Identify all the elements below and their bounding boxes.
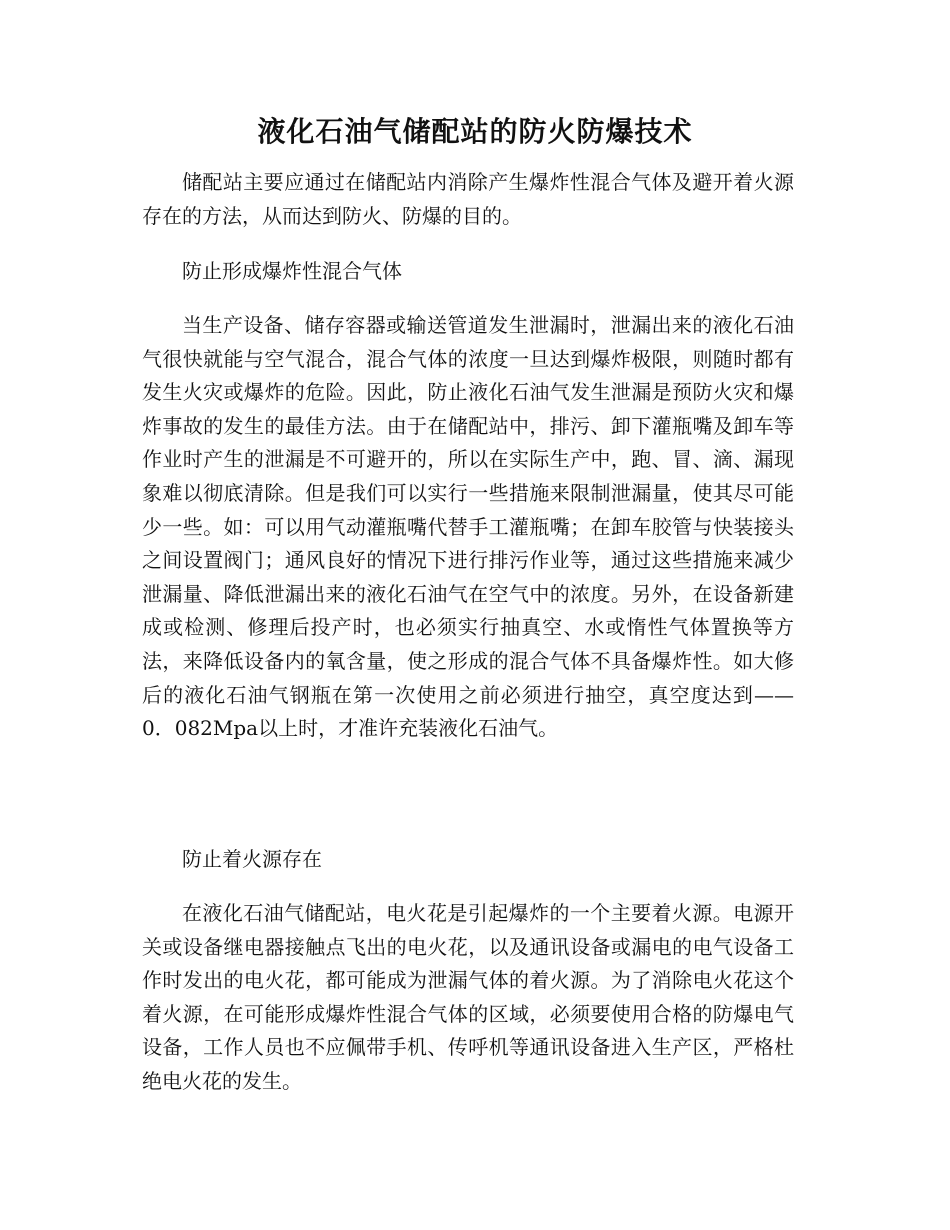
section-heading-prevent-ignition: 防止着火源存在 [182, 847, 322, 871]
body-paragraph-prevent-ignition: 在液化石油气储配站，电火花是引起爆炸的一个主要着火源。电源开关或设备继电器接触点飞出的电火花，以及通讯设备或漏电的电气设备工作时发出的电火花，都可能成为泄漏气体的着火源。为了消除电火花这个着火源，在可能形成爆炸性混合气体的区域，必须要使用合格的防爆电气设备，工作人员也不应佩带手机、传呼机等通讯设备进入生产区，严格杜绝电火花的发生。 [142, 901, 794, 1093]
document-title: 液化石油气储配站的防火防爆技术 [257, 115, 693, 148]
section-heading-prevent-mixture: 防止形成爆炸性混合气体 [182, 259, 402, 283]
intro-paragraph: 储配站主要应通过在储配站内消除产生爆炸性混合气体及避开着火源存在的方法，从而达到防火、防爆的目的。 [142, 170, 794, 228]
body-paragraph-prevent-mixture: 当生产设备、储存容器或输送管道发生泄漏时，泄漏出来的液化石油气很快就能与空气混合，混合气体的浓度一旦达到爆炸极限，则随时都有发生火灾或爆炸的危险。因此，防止液化石油气发生泄漏是预防火灾和爆炸事故的发生的最佳方法。由于在储配站中，排污、卸下灌瓶嘴及卸车等作业时产生的泄漏是不可避开的，所以在实际生产中，跑、冒、滴、漏现象难以彻底清除。但是我们可以实行一些措施来限制泄漏量，使其尽可能少一些。如：可以用气动灌瓶嘴代替手工灌瓶嘴；在卸车胶管与快装接头之间设置阀门；通风良好的情况下进行排污作业等，通过这些措施来减少泄漏量、降低泄漏出来的液化石油气在空气中的浓度。另外，在设备新建成或检测、修理后投产时，也必须实行抽真空、水或惰性气体置换等方法，来降低设备内的氧含量，使之形成的混合气体不具备爆炸性。如大修后的液化石油气钢瓶在第一次使用之前必须进行抽空，真空度达到——0．082Mpa以上时，才准许充装液化石油气。 [142, 313, 794, 741]
